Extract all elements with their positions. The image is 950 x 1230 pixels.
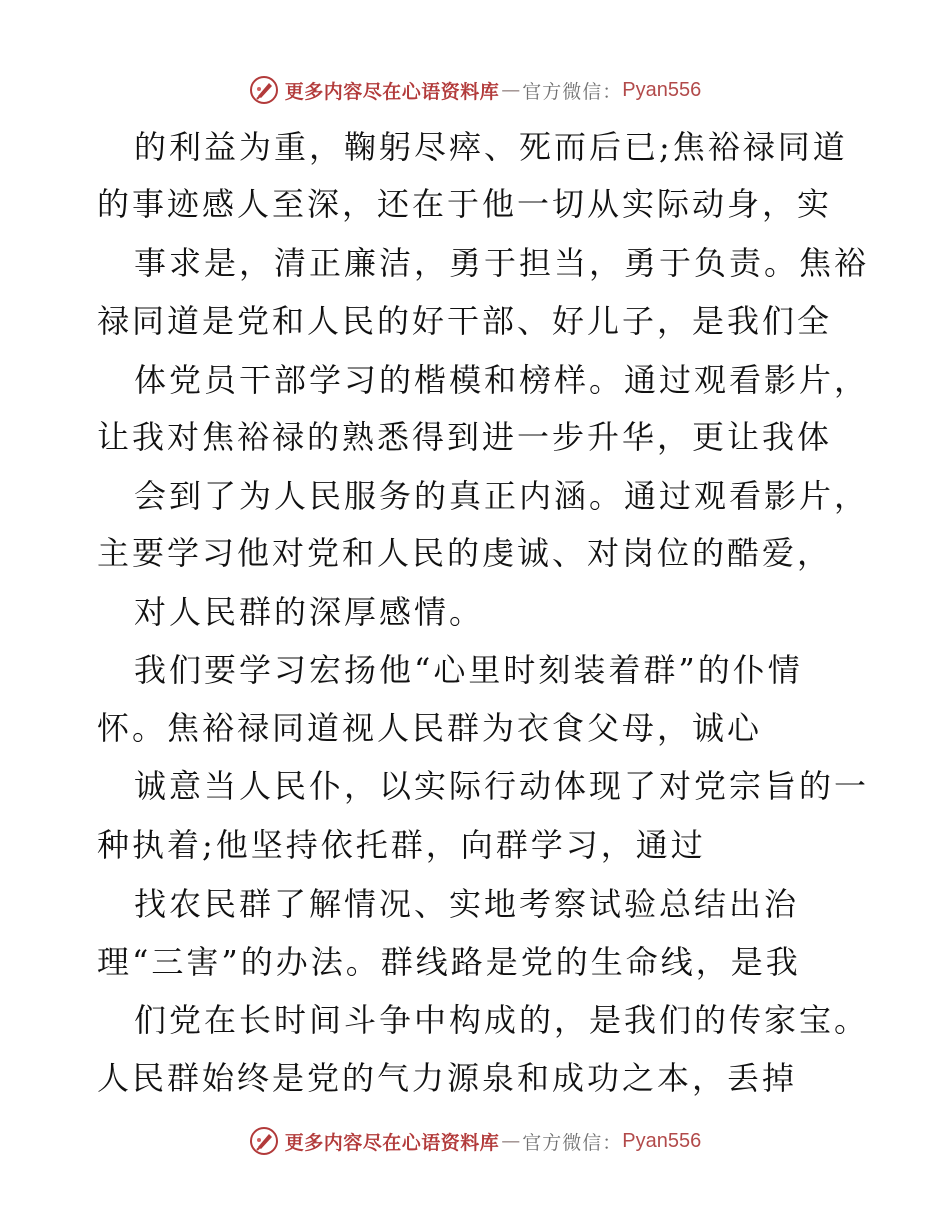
text-line: 理“三害”的办法。群线路是党的生命线，是我 xyxy=(97,943,801,981)
text-line: 主要学习他对党和人民的虔诚、对岗位的酷爱， xyxy=(97,534,833,572)
banner-main-text: 更多内容尽在心语资料库 xyxy=(284,80,500,103)
text-line: 的事迹感人至深，还在于他一切从实际动身，实 xyxy=(97,185,833,223)
footer-banner xyxy=(0,1121,950,1161)
text-line: 人民群始终是党的气力源泉和成功之本，丢掉 xyxy=(97,1059,798,1097)
banner-text xyxy=(285,77,702,104)
text-line: 诚意当人民仆，以实际行动体现了对党宗旨的一 xyxy=(134,767,870,805)
text-line: 对人民群的深厚感情。 xyxy=(134,593,485,631)
banner-official-label: 官方微信： xyxy=(522,1131,623,1154)
text-line: 找农民群了解情况、实地考察试验总结出治 xyxy=(134,885,800,923)
banner-wechat-id: Pyan556 xyxy=(622,78,702,101)
banner-text xyxy=(285,1128,702,1155)
banner-wechat-id: Pyan556 xyxy=(622,1129,702,1152)
quill-logo-icon xyxy=(249,75,279,105)
banner-official-label: 官方微信： xyxy=(522,80,623,103)
text-line: 让我对焦裕禄的熟悉得到进一步升华，更让我体 xyxy=(97,418,833,456)
text-line: 的利益为重，鞠躬尽瘁、死而后已;焦裕禄同道 xyxy=(134,128,848,166)
text-line: 种执着;他坚持依托群，向群学习，通过 xyxy=(97,826,706,864)
header-banner xyxy=(0,70,950,110)
banner-dash: — xyxy=(501,79,521,101)
quill-logo-icon xyxy=(249,1126,279,1156)
text-line: 事求是，清正廉洁，勇于担当，勇于负责。焦裕 xyxy=(134,244,870,282)
text-line: 会到了为人民服务的真正内涵。通过观看影片， xyxy=(134,477,870,515)
text-line: 体党员干部学习的楷模和榜样。通过观看影片， xyxy=(134,361,870,399)
banner-dash: — xyxy=(501,1130,521,1152)
text-line: 怀。焦裕禄同道视人民群为衣食父母，诚心 xyxy=(97,709,763,747)
text-line: 我们要学习宏扬他“心里时刻装着群”的仆情 xyxy=(134,651,803,689)
text-line: 们党在长时间斗争中构成的，是我们的传家宝。 xyxy=(134,1001,870,1039)
text-line: 禄同道是党和人民的好干部、好儿子，是我们全 xyxy=(97,302,833,340)
banner-main-text: 更多内容尽在心语资料库 xyxy=(284,1131,500,1154)
